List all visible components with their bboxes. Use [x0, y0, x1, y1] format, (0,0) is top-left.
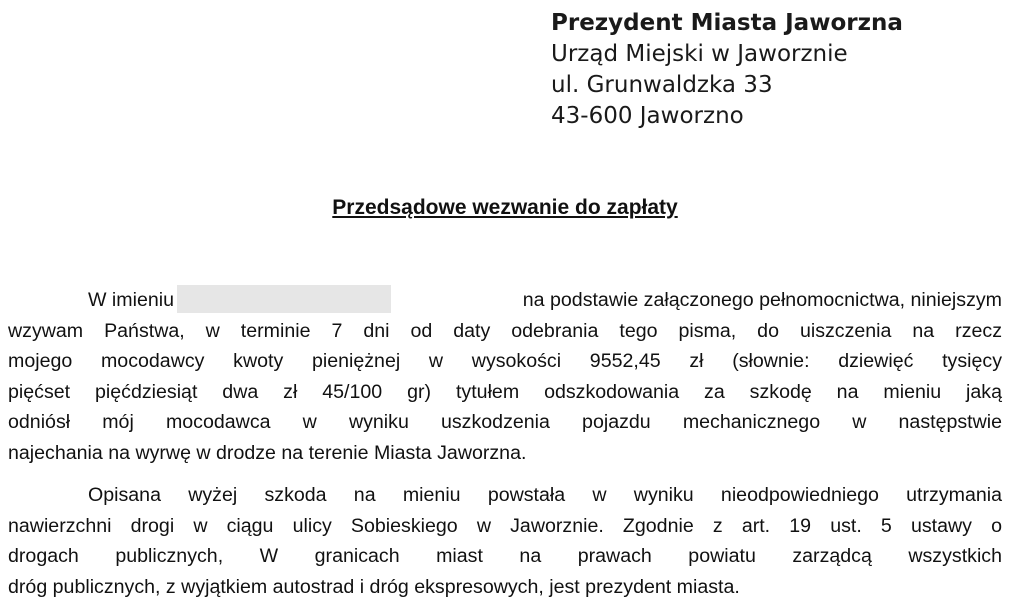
document-title: Przedsądowe wezwanie do zapłaty — [332, 196, 678, 219]
paragraph-lead: W imieniu — [88, 289, 175, 311]
paragraph-line: mojego mocodawcy kwoty pieniężnej w wysokości 9552,45 zł (słownie: dziewięć tysięcy — [8, 350, 1002, 372]
paragraph-line — [8, 285, 1002, 316]
paragraph-line: nawierzchni drogi w ciągu ulicy Sobieskiego w Jaworznie. Zgodnie z art. 19 ust. 5 ustawy o — [8, 514, 1002, 537]
paragraph-payment-demand — [8, 285, 1002, 468]
paragraph-line: najechania na wyrwę w drodze na terenie Miasta Jaworzna. — [8, 441, 527, 464]
addressee-name: Prezydent Miasta Jaworzna — [551, 10, 903, 36]
paragraph-line: dróg publicznych, z wyjątkiem autostrad i dróg ekspresowych, jest prezydent miasta. — [8, 575, 740, 598]
paragraph-first-line-text: Opisana wyżej szkoda na mieniu powstała w wyniku nieodpowiedniego utrzymania — [88, 484, 1002, 506]
addressee-street: ul. Grunwaldzka 33 — [551, 72, 773, 98]
addressee-block — [551, 8, 903, 132]
paragraph-line: odniósł mój mocodawca w wyniku uszkodzenia pojazdu mechanicznego w następstwie — [8, 411, 1002, 433]
paragraph-line: pięćset pięćdziesiąt dwa zł 45/100 gr) tytułem odszkodowania za szkodę na mieniu jaką — [8, 380, 1002, 403]
redacted-name-block — [177, 285, 391, 313]
paragraph-line-rest: na podstawie załączonego pełnomocnictwa, niniejszym — [522, 289, 1002, 311]
paragraph-line — [8, 480, 1002, 511]
paragraph-lead-segment — [8, 285, 394, 316]
addressee-office: Urząd Miejski w Jaworznie — [551, 41, 848, 67]
paragraph-line: wzywam Państwa, w terminie 7 dni od daty odebrania tego pisma, do uiszczenia na rzecz — [8, 319, 1002, 342]
paragraph-damage-description — [8, 480, 1002, 602]
addressee-city: 43-600 Jaworzno — [551, 103, 744, 129]
paragraph-line: drogach publicznych, W granicach miast na prawach powiatu zarządcą wszystkich — [8, 545, 1002, 567]
